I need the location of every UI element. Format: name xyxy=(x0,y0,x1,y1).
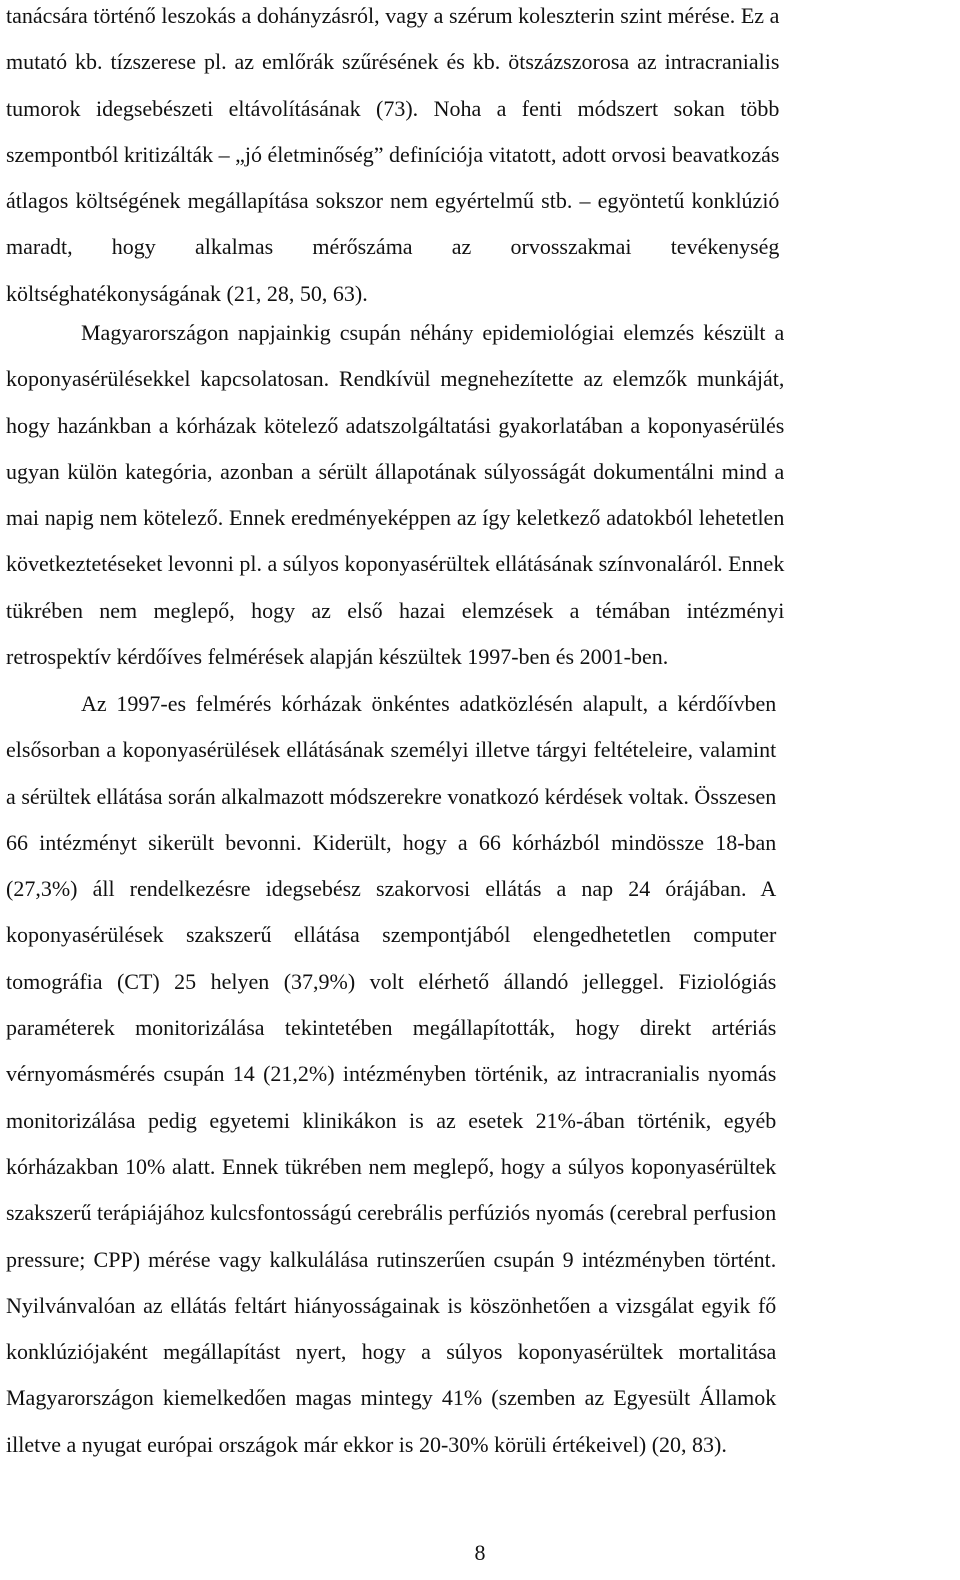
text-line: kórházakban 10% alatt. Ennek tükrében nem meglepő, hogy a súlyos koponyasérültek xyxy=(6,1153,777,1179)
text-line: koponyasérülések szakszerű ellátása szempontjából elengedhetetlen computer xyxy=(6,922,777,948)
text-line: tomográfia (CT) 25 helyen (37,9%) volt elérhető állandó jelleggel. Fiziológiás xyxy=(6,968,777,994)
text-line: vérnyomásmérés csupán 14 (21,2%) intézményben történik, az intracranialis nyomás xyxy=(6,1061,777,1087)
text-line: elsősorban a koponyasérülések ellátásának személyi illetve tárgyi feltételeire, valamint xyxy=(6,737,777,763)
text-line: mutató kb. tízszerese pl. az emlőrák szűrésének és kb. ötszázszorosa az intracranialis xyxy=(6,49,780,75)
text-line: a sérültek ellátása során alkalmazott módszerekre vonatkozó kérdések voltak. Összesen xyxy=(6,783,777,809)
text-line: következtetéseket levonni pl. a súlyos koponyasérültek ellátásának színvonaláról. Ennek xyxy=(6,551,785,577)
text-line: retrospektív kérdőíves felmérések alapján készültek 1997-ben és 2001-ben. xyxy=(6,644,669,670)
text-line: költséghatékonyságának (21, 28, 50, 63). xyxy=(6,280,368,306)
text-line: hogy hazánkban a kórházak kötelező adatszolgáltatási gyakorlatában a koponyasérülés xyxy=(6,412,785,438)
text-line: maradt, hogy alkalmas mérőszáma az orvosszakmai tevékenység xyxy=(6,234,780,260)
text-line: Magyarországon kiemelkedően magas mintegy 41% (szemben az Egyesült Államok xyxy=(6,1385,777,1411)
text-line: konklúziójaként megállapítást nyert, hogy a súlyos koponyasérültek mortalitása xyxy=(6,1339,777,1365)
text-line: ugyan külön kategória, azonban a sérült állapotának súlyosságát dokumentálni mind a xyxy=(6,458,785,484)
text-line: tumorok idegsebészeti eltávolításának (73). Noha a fenti módszert sokan több xyxy=(6,95,780,121)
text-line: Nyilvánvalóan az ellátás feltárt hiányosságainak is köszönhetően a vizsgálat egyik fő xyxy=(6,1292,777,1318)
text-line: (27,3%) áll rendelkezésre idegsebész szakorvosi ellátás a nap 24 órájában. A xyxy=(6,876,777,902)
text-line: pressure; CPP) mérése vagy kalkulálása rutinszerűen csupán 9 intézményben történt. xyxy=(6,1246,777,1272)
text-line: monitorizálása pedig egyetemi klinikákon is az esetek 21%-ában történik, egyéb xyxy=(6,1107,777,1133)
text-line: 66 intézményt sikerült bevonni. Kiderült, hogy a 66 kórházból mindössze 18-ban xyxy=(6,829,777,855)
text-line: Az 1997-es felmérés kórházak önkéntes adatközlésén alapult, a kérdőívben xyxy=(81,691,777,716)
text-line: szakszerű terápiájához kulcsfontosságú cerebrális perfúziós nyomás (cerebral perfusion xyxy=(6,1200,777,1226)
paragraph-2 xyxy=(6,310,784,680)
page-number: 8 xyxy=(474,1540,486,1565)
text-line: tükrében nem meglepő, hogy az első hazai elemzések a témában intézményi xyxy=(6,597,785,623)
text-line: mai napig nem kötelező. Ennek eredményeképpen az így keletkező adatokból lehetetlen xyxy=(6,505,785,531)
text-line: paraméterek monitorizálása tekintetében megállapították, hogy direkt artériás xyxy=(6,1015,777,1041)
paragraph-3 xyxy=(6,681,776,1468)
text-line: átlagos költségének megállapítása sokszor nem egyértelmű stb. – egyöntetű konklúzió xyxy=(6,188,780,214)
paragraph-1 xyxy=(6,0,779,317)
text-line: szempontból kritizálták – „jó életminőség” definíciója vitatott, adott orvosi beavatkozás xyxy=(6,141,780,167)
text-line: tanácsára történő leszokás a dohányzásról, vagy a szérum koleszterin szint mérése. Ez a xyxy=(6,3,780,28)
text-line: koponyasérülésekkel kapcsolatosan. Rendkívül megnehezítette az elemzők munkáját, xyxy=(6,366,785,392)
text-line: illetve a nyugat európai országok már ekkor is 20-30% körüli értékeivel) (20, 83). xyxy=(6,1431,727,1457)
text-line: Magyarországon napjainkig csupán néhány epidemiológiai elemzés készült a xyxy=(81,320,785,345)
